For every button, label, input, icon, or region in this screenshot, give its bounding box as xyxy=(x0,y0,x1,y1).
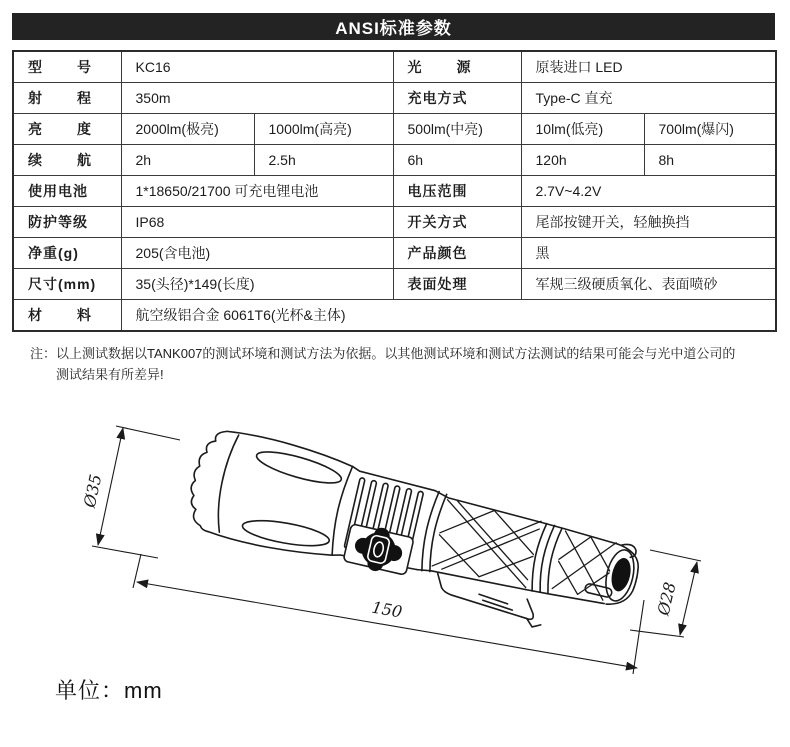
note-prefix: 注： xyxy=(30,346,57,361)
spec-label xyxy=(13,51,121,83)
table-row xyxy=(13,51,776,83)
table-row xyxy=(13,114,776,145)
spec-table xyxy=(12,50,777,332)
spec-value: 1000lm(高亮) xyxy=(254,114,393,145)
side-switch xyxy=(342,521,414,578)
spec-value: 10lm(低亮) xyxy=(521,114,644,145)
spec-value: IP68 xyxy=(121,207,393,238)
spec-value: 8h xyxy=(644,145,776,176)
spec-label: 使用电池 xyxy=(13,176,121,207)
spec-label-text: 续 航 xyxy=(28,152,92,168)
table-row xyxy=(13,145,776,176)
spec-value: 6h xyxy=(393,145,521,176)
spec-value: 原装进口 LED xyxy=(521,51,776,83)
test-disclaimer-note xyxy=(30,344,770,386)
unit-label: 单位：mm xyxy=(55,678,163,703)
spec-label: 净重(g) xyxy=(13,238,121,269)
table-row xyxy=(13,176,776,207)
spec-value: Type-C 直充 xyxy=(521,83,776,114)
spec-label xyxy=(13,114,121,145)
spec-value: 2h xyxy=(121,145,254,176)
spec-label xyxy=(13,300,121,332)
dim-length-label: 150 xyxy=(370,597,404,622)
note-line: 以上测试数据以TANK007的测试环境和测试方法为依据。以其他测试环境和测试方法测试的结果可能会与光中道公司的 xyxy=(56,346,736,361)
spec-label xyxy=(393,51,521,83)
table-row xyxy=(13,269,776,300)
spec-label-text: 光 源 xyxy=(407,59,472,75)
spec-value: 黑 xyxy=(521,238,776,269)
spec-label-text: 射 程 xyxy=(28,90,92,106)
spec-value: 航空级铝合金 6061T6(光杯&主体) xyxy=(121,300,776,332)
dimension-head-diameter xyxy=(80,426,180,558)
table-row xyxy=(13,207,776,238)
spec-label: 产品颜色 xyxy=(393,238,521,269)
spec-label: 防护等级 xyxy=(13,207,121,238)
spec-value: 700lm(爆闪) xyxy=(644,114,776,145)
spec-value: 500lm(中亮) xyxy=(393,114,521,145)
spec-label-text: 材 料 xyxy=(28,307,92,323)
spec-value: 205(含电池) xyxy=(121,238,393,269)
flashlight-diagram xyxy=(50,388,750,688)
spec-value: 350m xyxy=(121,83,393,114)
spec-label: 尺寸(mm) xyxy=(13,269,121,300)
spec-value: 军规三级硬质氧化、表面喷砂 xyxy=(521,269,776,300)
spec-label: 电压范围 xyxy=(393,176,521,207)
spec-value: 2000lm(极亮) xyxy=(121,114,254,145)
note-line: 测试结果有所差异! xyxy=(56,366,164,382)
spec-value: 1*18650/21700 可充电锂电池 xyxy=(121,176,393,207)
note-body xyxy=(56,344,770,386)
spec-label-text: 亮 度 xyxy=(28,121,92,137)
spec-label-text: 型 号 xyxy=(28,59,92,75)
dim-head-diameter-label: Ø35 xyxy=(79,472,106,510)
spec-label xyxy=(13,145,121,176)
spec-value: 2.5h xyxy=(254,145,393,176)
spec-label: 开关方式 xyxy=(393,207,521,238)
table-row xyxy=(13,238,776,269)
dim-tail-diameter-label: Ø28 xyxy=(653,580,680,618)
spec-value: KC16 xyxy=(121,51,393,83)
header-bar xyxy=(12,13,775,40)
spec-label: 充电方式 xyxy=(393,83,521,114)
spec-value: 35(头径)*149(长度) xyxy=(121,269,393,300)
spec-value: 尾部按键开关，轻触换挡 xyxy=(521,207,776,238)
table-row xyxy=(13,300,776,332)
spec-value: 120h xyxy=(521,145,644,176)
table-row xyxy=(13,83,776,114)
spec-label xyxy=(13,83,121,114)
page-title: ANSI标准参数 xyxy=(335,19,452,38)
spec-label: 表面处理 xyxy=(393,269,521,300)
spec-value: 2.7V~4.2V xyxy=(521,176,776,207)
flashlight-line-art xyxy=(178,424,649,647)
